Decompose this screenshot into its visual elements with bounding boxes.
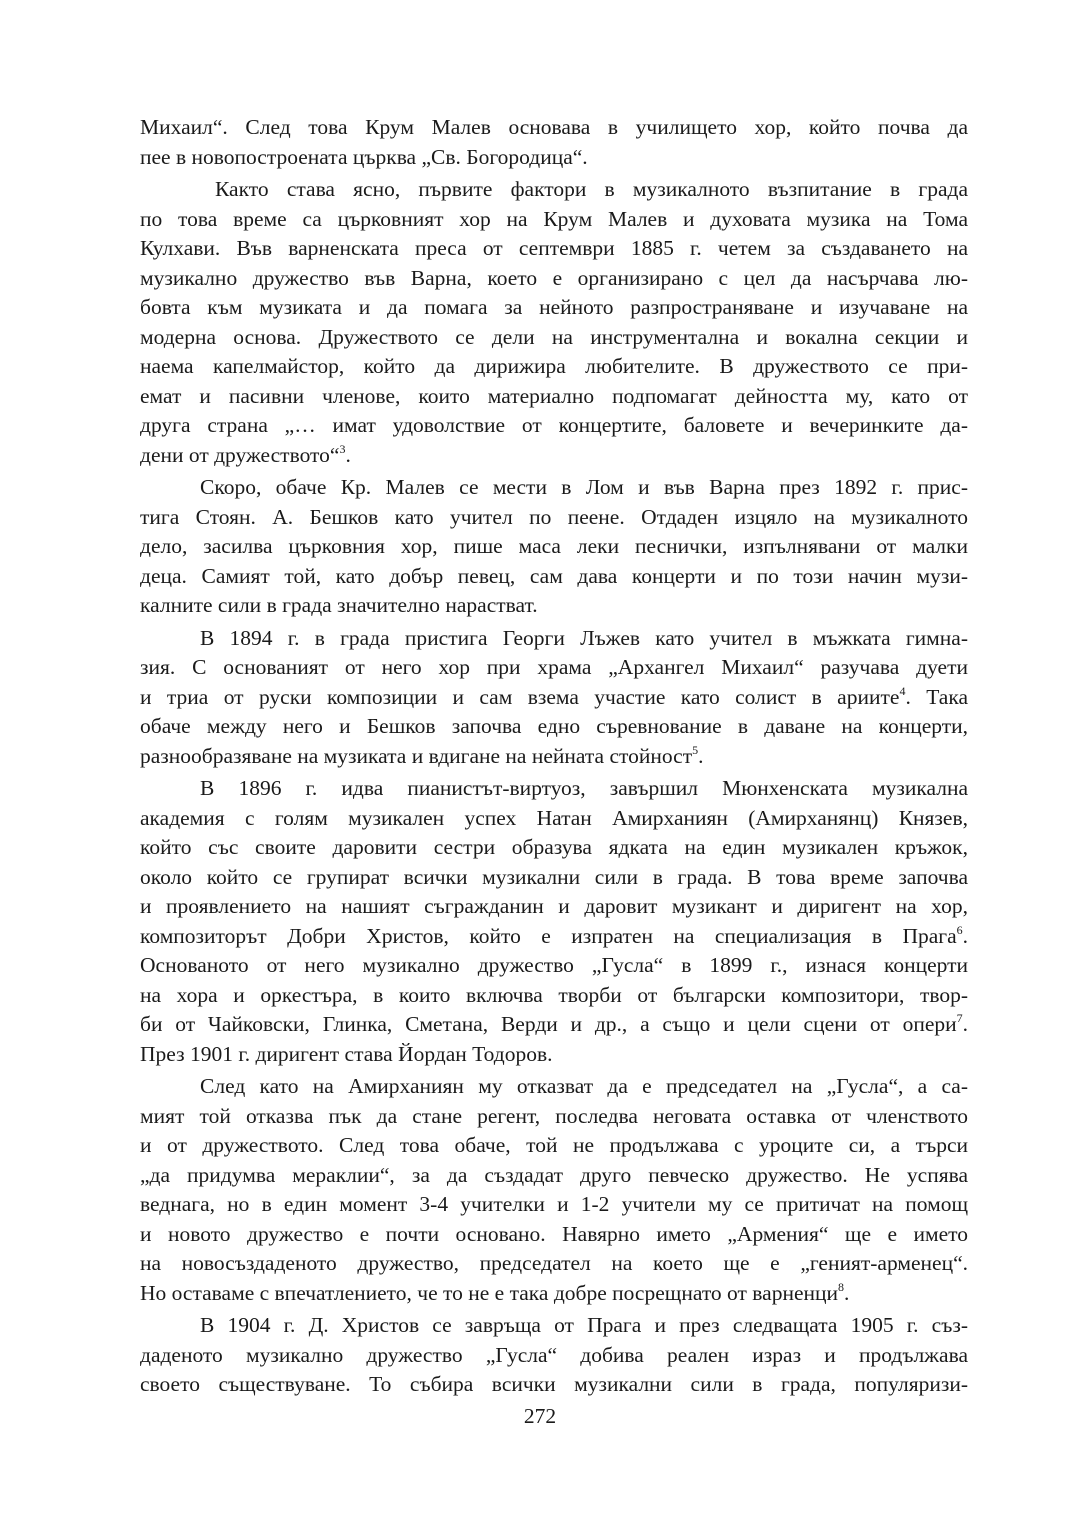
line-text: обаче между него и Бешков започва едно съревнование в даване на концерти, (140, 714, 968, 738)
text-line (140, 352, 968, 382)
text-line (140, 175, 968, 205)
line-text: академия с голям музикален успех Натан Амирханиян (Амирханянц) Князев, (140, 805, 968, 830)
line-text: веднага, но в един момент 3-4 учителки и 1-2 учители му се притичат на помощ (140, 1192, 968, 1216)
line-text-tail: . (844, 1280, 850, 1305)
line-text: би от Чайковски, Глинка, Сметана, Верди и др., а също и цели сцени от опери (140, 1012, 957, 1036)
line-text: и триа от руски композиции и сам взема участие като солист в ариите (140, 684, 900, 709)
footnote-marker: 5 (692, 742, 699, 757)
line-text: В 1904 г. Д. Христов се завръща от Прага и през следващата 1905 г. съз- (200, 1313, 968, 1337)
text-line (140, 1341, 968, 1371)
line-text: мият той отказва пък да стане регент, последва неговата оставка от членството (140, 1103, 968, 1128)
text-line (140, 804, 968, 834)
paragraph (140, 473, 968, 621)
text-line (140, 833, 968, 863)
text-line (140, 503, 968, 533)
paragraph (140, 1311, 968, 1400)
line-text: В 1896 г. идва пианистът-виртуоз, завършил Мюнхенската музикална (200, 776, 968, 800)
document-body (140, 113, 968, 1400)
line-text: Кулхави. Във варненската преса от септември 1885 г. четем за създаването на (140, 236, 968, 260)
text-line (140, 234, 968, 264)
text-line (140, 1220, 968, 1250)
text-line (140, 1161, 968, 1191)
line-text: пее в новопостроената църква „Св. Богородица“. (140, 144, 588, 169)
line-text: В 1894 г. в града пристига Георги Лъжев като учител в мъжката гимна- (200, 625, 968, 650)
text-line (140, 411, 968, 441)
paragraph (140, 1072, 968, 1308)
text-line (140, 205, 968, 235)
paragraph (140, 175, 968, 470)
line-text: Михаил“. След това Крум Малев основава в училището хор, който почва да (140, 115, 968, 139)
line-text: наема капелмайстор, който да дирижира любителите. В дружеството се при- (140, 354, 968, 378)
text-line (140, 441, 968, 471)
line-text: деца. Самият той, като добър певец, сам дава концерти и по този начин музи- (140, 563, 968, 588)
text-line (140, 1279, 968, 1309)
line-text: бовта към музиката и да помага за нейното разпространяване и изучаване на (140, 295, 968, 319)
line-text: зия. С основаният от него хор при храма „Архангел Михаил“ разучава дуети (140, 655, 968, 679)
text-line (140, 981, 968, 1011)
text-line (140, 951, 968, 981)
text-line (140, 624, 968, 654)
line-text: Скоро, обаче Кр. Малев се мести в Лом и във Варна през 1892 г. прис- (200, 475, 968, 499)
text-line (140, 742, 968, 772)
text-line (140, 562, 968, 592)
line-text: модерна основа. Дружеството се дели на инструментална и вокална секции и (140, 324, 968, 349)
line-text: калните сили в града значително нарастват. (140, 593, 538, 617)
line-text: своето съществуване. То събира всички музикални сили в града, популяризи- (140, 1372, 968, 1396)
line-text: композиторът Добри Христов, който е изпратен на специализация в Прага (140, 923, 957, 948)
page-number: 272 (523, 1404, 557, 1428)
text-line (140, 1010, 968, 1040)
line-text: дело, засилва църковния хор, пише маса леки песнички, изпълнявани от малки (140, 534, 968, 558)
text-line (140, 653, 968, 683)
line-text: който със своите даровити сестри образува ядката на един музикален кръжок, (140, 835, 968, 859)
text-line (140, 382, 968, 412)
line-text: друга страна „… имат удоволствие от концертите, баловете и вечеринките да- (140, 413, 968, 437)
text-line (140, 323, 968, 353)
footnote-marker: 8 (838, 1279, 845, 1294)
line-text: и от дружеството. След това обаче, той не продължава с уроците си, а търси (140, 1133, 968, 1157)
footnote-marker: 4 (899, 683, 906, 698)
text-line (140, 1190, 968, 1220)
text-line (140, 1072, 968, 1102)
line-text: През 1901 г. диригент става Йордан Тодоров. (140, 1041, 553, 1066)
paragraph (140, 624, 968, 772)
text-line (140, 1102, 968, 1132)
line-text: дени от дружеството“ (140, 442, 340, 467)
text-line (140, 892, 968, 922)
text-line (140, 473, 968, 503)
paragraph (140, 774, 968, 1069)
text-line (140, 863, 968, 893)
text-line (140, 712, 968, 742)
line-text: Основаното от него музикално дружество „Гусла“ в 1899 г., изнася концерти (140, 953, 968, 977)
line-text: Но оставаме с впечатлението, че то не е така добре посрещнато от варненци (140, 1280, 839, 1305)
text-line (140, 1311, 968, 1341)
line-text: и новото дружество е почти основано. Навярно името „Армения“ ще е името (140, 1221, 968, 1246)
text-line (140, 293, 968, 323)
text-line (140, 1370, 968, 1400)
line-text: по това време са църковният хор на Крум Малев и духовата музика на Тома (140, 206, 968, 231)
line-text: тига Стоян. А. Бешков като учител по пеене. Отдаден изцяло на музикалното (140, 504, 968, 529)
text-line (140, 113, 968, 143)
text-line (140, 143, 968, 173)
line-text: на хора и оркестъра, в които включва творби от български композитори, твор- (140, 982, 968, 1007)
text-line (140, 264, 968, 294)
line-text: на новосъздаденото дружество, председател на което ще е „геният-арменец“. (140, 1251, 968, 1275)
footnote-marker: 7 (956, 1011, 963, 1025)
text-line (140, 1131, 968, 1161)
line-text-tail: . (345, 442, 351, 467)
line-text: музикално дружество във Варна, което е организирано с цел да насърчава лю- (140, 265, 968, 290)
text-line (140, 683, 968, 713)
text-line (140, 1040, 968, 1070)
line-text-tail: . (962, 923, 968, 948)
line-text: около който се групират всички музикални сили в града. В това време започва (140, 864, 968, 889)
line-text: След като на Амирханиян му отказват да е председател на „Гусла“, а са- (200, 1074, 968, 1098)
text-line (140, 591, 968, 621)
line-text: емат и пасивни членове, които материално подпомагат дейността му, като от (140, 383, 968, 408)
text-line (140, 532, 968, 562)
text-line (140, 1249, 968, 1279)
text-line (140, 774, 968, 804)
footnote-marker: 6 (956, 922, 963, 937)
line-text: Както става ясно, първите фактори в музикалното възпитание в града (215, 177, 968, 201)
line-text: даденото музикално дружество „Гусла“ добива реален израз и продължава (140, 1342, 968, 1367)
line-text-tail: . (962, 1012, 968, 1036)
line-text: „да придумва мераклии“, за да създадат друго певческо дружество. Не успява (140, 1162, 968, 1187)
line-text: и проявлението на нашият съгражданин и даровит музикант и диригент на хор, (140, 894, 968, 918)
line-text: разнообразяване на музиката и вдигане на нейната стойност (140, 743, 693, 768)
text-line (140, 922, 968, 952)
paragraph (140, 113, 968, 172)
footnote-marker: 3 (339, 441, 346, 456)
line-text-tail: . (698, 743, 704, 768)
line-text-tail: . Така (905, 684, 968, 709)
